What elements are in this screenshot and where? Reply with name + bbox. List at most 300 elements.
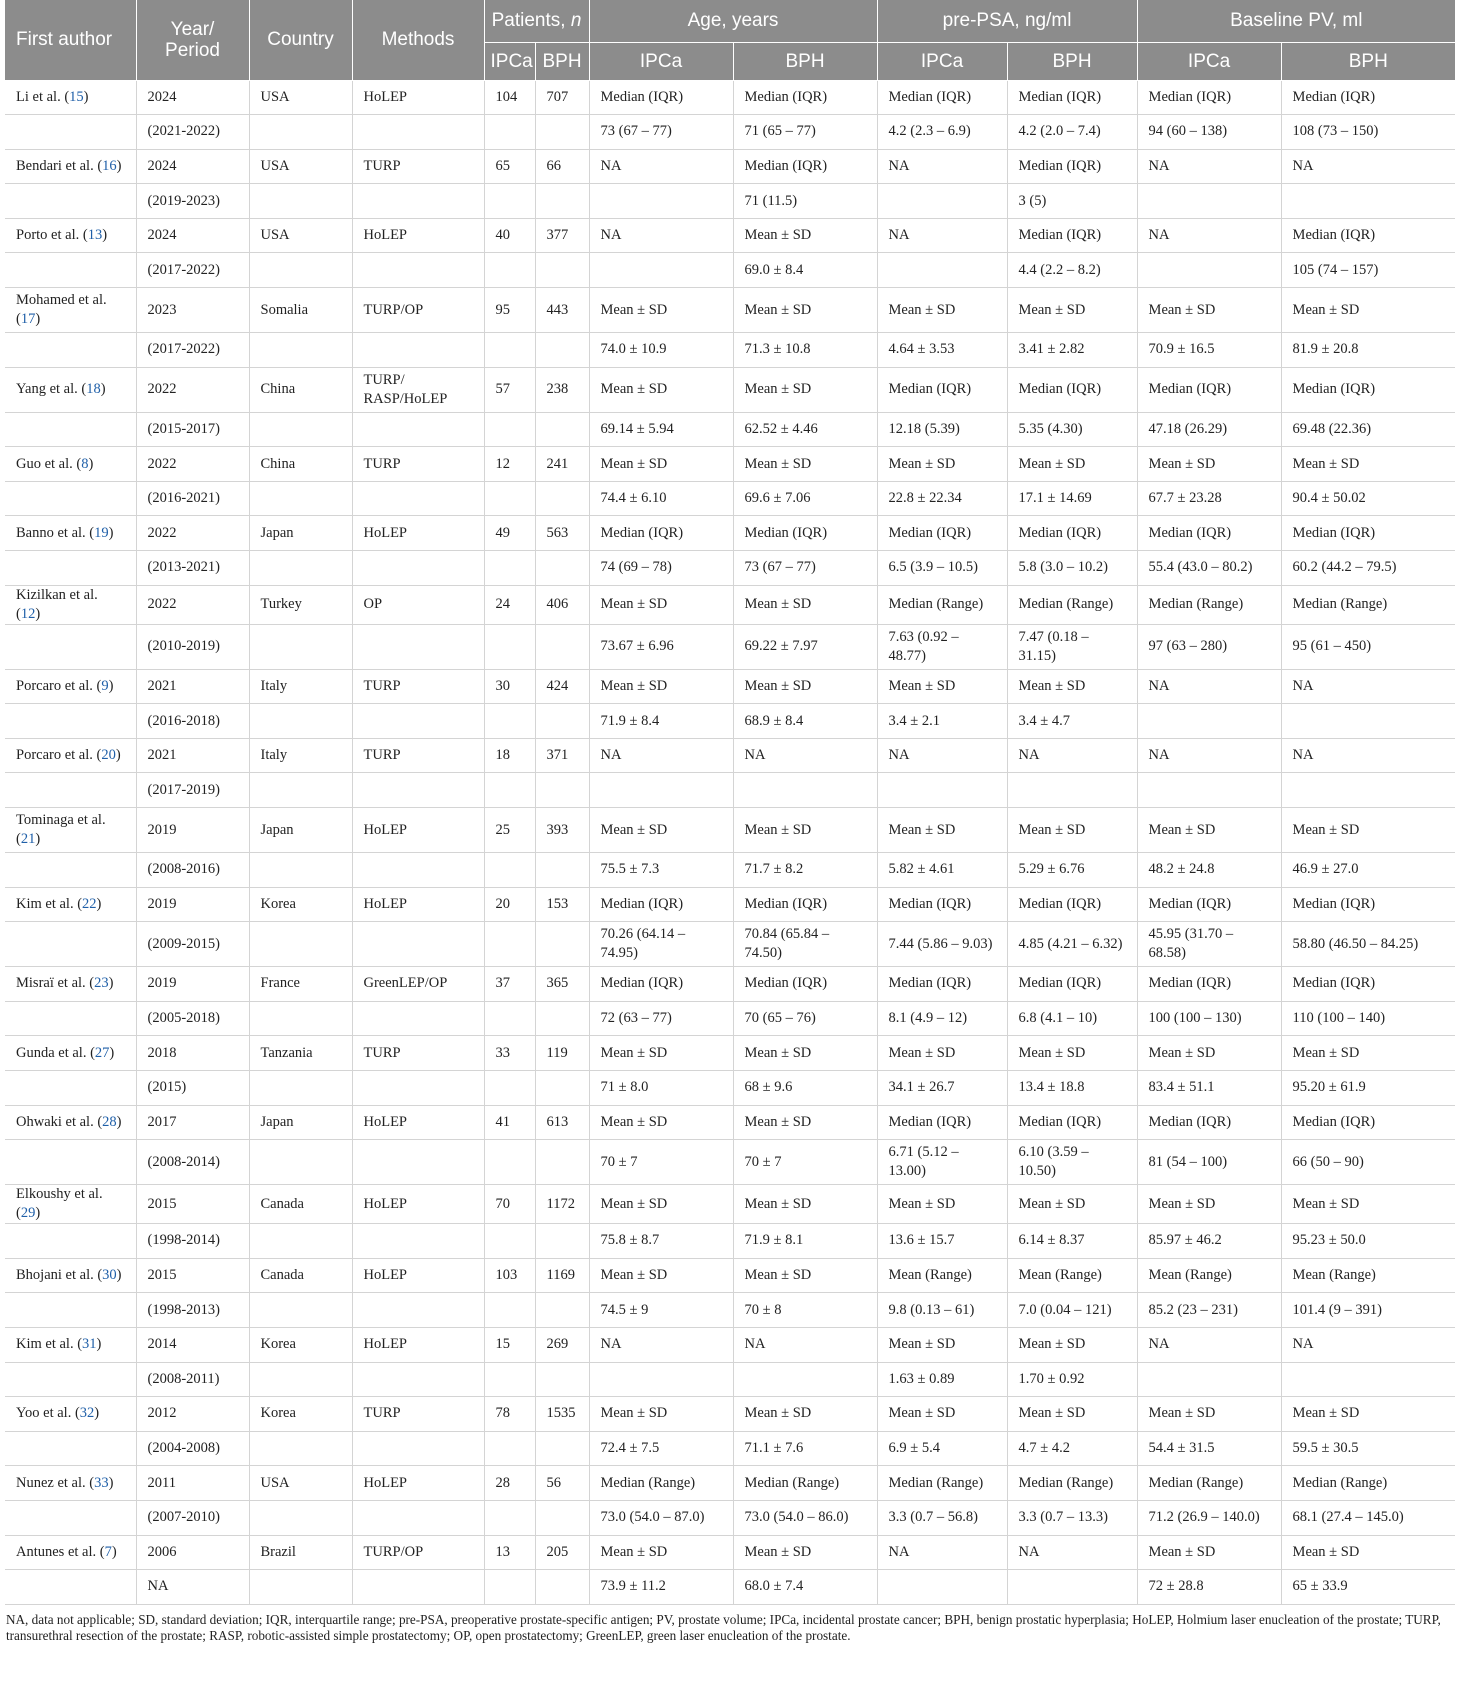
psa-bph-value-cell: 5.29 ± 6.76 <box>1007 853 1137 888</box>
pv-ipca-stat-cell: Mean ± SD <box>1137 808 1281 853</box>
pv-ipca-stat-cell: NA <box>1137 669 1281 704</box>
age-ipca-stat-cell: Mean ± SD <box>589 1397 733 1432</box>
psa-ipca-stat-cell: Mean (Range) <box>877 1258 1007 1293</box>
table-row <box>5 1036 1455 1071</box>
patients-bph-cell: 238 <box>535 367 589 412</box>
reference-link[interactable]: 33 <box>94 1474 109 1491</box>
country-cell-empty <box>249 1570 352 1605</box>
patients-ipca-cell: 25 <box>484 808 535 853</box>
age-bph-stat-cell: Mean ± SD <box>733 447 877 482</box>
country-cell-empty <box>249 1500 352 1535</box>
psa-ipca-value-cell <box>877 773 1007 808</box>
reference-close-paren: ) <box>108 677 114 694</box>
patients-bph-cell: 371 <box>535 738 589 773</box>
psa-bph-value-cell: 5.35 (4.30) <box>1007 412 1137 447</box>
method-cell-empty <box>352 412 484 447</box>
author-cell <box>5 149 136 184</box>
method-cell: HoLEP <box>352 1185 484 1224</box>
psa-ipca-value-cell: 6.9 ± 5.4 <box>877 1431 1007 1466</box>
table-row <box>5 1140 1455 1185</box>
reference-close-paren: ) <box>108 524 114 541</box>
year-cell: 2014 <box>136 1327 249 1362</box>
patients-bph-cell: 119 <box>535 1036 589 1071</box>
country-cell: USA <box>249 1466 352 1501</box>
psa-bph-value-cell: 17.1 ± 14.69 <box>1007 481 1137 516</box>
reference-link[interactable]: 8 <box>81 455 89 472</box>
pv-bph-value-cell: 69.48 (22.36) <box>1281 412 1455 447</box>
reference-link[interactable]: 19 <box>94 524 109 541</box>
period-cell: (2013-2021) <box>136 551 249 586</box>
age-bph-value-cell: 71 (11.5) <box>733 184 877 219</box>
pv-ipca-stat-cell: Mean ± SD <box>1137 288 1281 333</box>
patients-bph-cell: 56 <box>535 1466 589 1501</box>
period-cell: (2009-2015) <box>136 922 249 967</box>
pv-ipca-value-cell: 70.9 ± 16.5 <box>1137 333 1281 368</box>
pv-bph-value-cell: 95 (61 – 450) <box>1281 624 1455 669</box>
patients-ipca-cell: 78 <box>484 1397 535 1432</box>
pv-ipca-stat-cell: Median (IQR) <box>1137 516 1281 551</box>
method-cell: TURP <box>352 149 484 184</box>
table-row <box>5 922 1455 967</box>
pv-ipca-value-cell: 81 (54 – 100) <box>1137 1140 1281 1185</box>
reference-link[interactable]: 12 <box>20 605 36 622</box>
pv-bph-stat-cell: Median (IQR) <box>1281 218 1455 253</box>
method-cell: HoLEP <box>352 218 484 253</box>
country-cell: Korea <box>249 1327 352 1362</box>
reference-link[interactable]: 28 <box>102 1113 117 1130</box>
psa-bph-value-cell: 4.4 (2.2 – 8.2) <box>1007 253 1137 288</box>
author-cell <box>5 367 136 412</box>
method-cell-empty <box>352 1001 484 1036</box>
patients-bph-cell: 377 <box>535 218 589 253</box>
patients-bph-cell-empty <box>535 1431 589 1466</box>
pv-bph-stat-cell: Median (Range) <box>1281 1466 1455 1501</box>
patients-bph-cell: 205 <box>535 1535 589 1570</box>
psa-ipca-stat-cell: Mean ± SD <box>877 1185 1007 1224</box>
period-cell: (2017-2022) <box>136 253 249 288</box>
year-cell: 2015 <box>136 1185 249 1224</box>
header-baseline-pv: Baseline PV, ml <box>1137 0 1455 42</box>
psa-ipca-value-cell: 22.8 ± 22.34 <box>877 481 1007 516</box>
pv-bph-value-cell: 65 ± 33.9 <box>1281 1570 1455 1605</box>
author-cell <box>5 1036 136 1071</box>
author-cell-empty <box>5 624 136 669</box>
country-cell-empty <box>249 412 352 447</box>
psa-bph-stat-cell: Median (IQR) <box>1007 967 1137 1002</box>
subheader-age-bph: BPH <box>733 42 877 80</box>
age-bph-value-cell: 68 ± 9.6 <box>733 1070 877 1105</box>
period-cell: (1998-2013) <box>136 1293 249 1328</box>
author-cell <box>5 967 136 1002</box>
age-bph-value-cell: 71.3 ± 10.8 <box>733 333 877 368</box>
age-bph-stat-cell: Mean ± SD <box>733 1397 877 1432</box>
author-cell-empty <box>5 853 136 888</box>
psa-bph-value-cell: 13.4 ± 18.8 <box>1007 1070 1137 1105</box>
psa-bph-stat-cell: Median (Range) <box>1007 1466 1137 1501</box>
table-row <box>5 551 1455 586</box>
psa-bph-stat-cell: Median (IQR) <box>1007 367 1137 412</box>
pv-bph-value-cell: 90.4 ± 50.02 <box>1281 481 1455 516</box>
patients-bph-cell-empty <box>535 1362 589 1397</box>
table-row <box>5 967 1455 1002</box>
reference-close-paren: ) <box>35 311 41 328</box>
author-cell <box>5 669 136 704</box>
author-cell-empty <box>5 1070 136 1105</box>
author-cell-empty <box>5 1140 136 1185</box>
country-cell-empty <box>249 551 352 586</box>
reference-close-paren: ) <box>116 1113 122 1130</box>
psa-ipca-value-cell: 6.71 (5.12 – 13.00) <box>877 1140 1007 1185</box>
age-ipca-value-cell: 70 ± 7 <box>589 1140 733 1185</box>
pv-ipca-value-cell <box>1137 773 1281 808</box>
age-ipca-value-cell: 73.9 ± 11.2 <box>589 1570 733 1605</box>
psa-ipca-stat-cell: NA <box>877 738 1007 773</box>
psa-bph-stat-cell: Mean ± SD <box>1007 1397 1137 1432</box>
age-ipca-value-cell: 75.5 ± 7.3 <box>589 853 733 888</box>
patients-ipca-cell: 49 <box>484 516 535 551</box>
psa-bph-stat-cell: Median (IQR) <box>1007 516 1137 551</box>
country-cell: Japan <box>249 808 352 853</box>
header-pre-psa: pre-PSA, ng/ml <box>877 0 1137 42</box>
year-cell: 2019 <box>136 808 249 853</box>
patients-bph-cell-empty <box>535 551 589 586</box>
pv-bph-value-cell: 81.9 ± 20.8 <box>1281 333 1455 368</box>
age-bph-value-cell: 71 (65 – 77) <box>733 115 877 150</box>
pv-bph-value-cell <box>1281 1362 1455 1397</box>
table-body <box>5 80 1455 1604</box>
author-cell-empty <box>5 333 136 368</box>
country-cell-empty <box>249 1140 352 1185</box>
country-cell-empty <box>249 115 352 150</box>
reference-link[interactable]: 22 <box>82 895 97 912</box>
method-cell: HoLEP <box>352 1105 484 1140</box>
patients-ipca-cell-empty <box>484 922 535 967</box>
reference-close-paren: ) <box>94 1405 100 1422</box>
age-bph-value-cell: 71.7 ± 8.2 <box>733 853 877 888</box>
psa-bph-value-cell: 7.47 (0.18 – 31.15) <box>1007 624 1137 669</box>
age-ipca-stat-cell: Mean ± SD <box>589 447 733 482</box>
pv-bph-value-cell <box>1281 704 1455 739</box>
age-ipca-value-cell: 74.0 ± 10.9 <box>589 333 733 368</box>
pv-ipca-value-cell: 54.4 ± 31.5 <box>1137 1431 1281 1466</box>
psa-bph-value-cell: 3.3 (0.7 – 13.3) <box>1007 1500 1137 1535</box>
age-bph-value-cell: 71.1 ± 7.6 <box>733 1431 877 1466</box>
psa-ipca-value-cell <box>877 1570 1007 1605</box>
author-name: Kim et al. ( <box>16 895 83 912</box>
pv-ipca-stat-cell: Median (IQR) <box>1137 367 1281 412</box>
psa-ipca-stat-cell: Median (IQR) <box>877 367 1007 412</box>
author-cell-empty <box>5 115 136 150</box>
psa-bph-value-cell: 3.4 ± 4.7 <box>1007 704 1137 739</box>
reference-close-paren: ) <box>109 1044 115 1061</box>
pv-ipca-stat-cell: Mean ± SD <box>1137 447 1281 482</box>
psa-ipca-value-cell <box>877 253 1007 288</box>
pv-bph-value-cell: 46.9 ± 27.0 <box>1281 853 1455 888</box>
author-cell-empty <box>5 1001 136 1036</box>
year-cell: 2024 <box>136 149 249 184</box>
method-cell-empty <box>352 1500 484 1535</box>
patients-ipca-cell-empty <box>484 333 535 368</box>
country-cell: USA <box>249 80 352 115</box>
table-row <box>5 1185 1455 1224</box>
patients-bph-cell: 1535 <box>535 1397 589 1432</box>
age-bph-value-cell: 70 ± 8 <box>733 1293 877 1328</box>
patients-ipca-cell-empty <box>484 1570 535 1605</box>
country-cell-empty <box>249 481 352 516</box>
psa-bph-value-cell: 3.41 ± 2.82 <box>1007 333 1137 368</box>
patients-ipca-cell-empty <box>484 1500 535 1535</box>
age-bph-stat-cell: NA <box>733 1327 877 1362</box>
pv-bph-stat-cell: Median (IQR) <box>1281 367 1455 412</box>
pv-ipca-stat-cell: Median (IQR) <box>1137 80 1281 115</box>
method-cell: HoLEP <box>352 1258 484 1293</box>
method-cell-empty <box>352 1140 484 1185</box>
age-ipca-value-cell: 71.9 ± 8.4 <box>589 704 733 739</box>
subheader-patients-bph: BPH <box>535 42 589 80</box>
psa-ipca-stat-cell: Mean ± SD <box>877 1036 1007 1071</box>
age-ipca-stat-cell: NA <box>589 738 733 773</box>
age-bph-value-cell: 73.0 (54.0 – 86.0) <box>733 1500 877 1535</box>
age-ipca-stat-cell: NA <box>589 1327 733 1362</box>
reference-link[interactable]: 21 <box>20 831 36 847</box>
age-ipca-value-cell: 70.26 (64.14 – 74.95) <box>589 922 733 967</box>
pv-ipca-stat-cell: Mean ± SD <box>1137 1036 1281 1071</box>
patients-bph-cell: 153 <box>535 887 589 922</box>
patients-ipca-cell: 37 <box>484 967 535 1002</box>
author-cell <box>5 80 136 115</box>
period-cell: (2016-2018) <box>136 704 249 739</box>
author-cell-empty <box>5 481 136 516</box>
psa-bph-stat-cell: Mean ± SD <box>1007 808 1137 853</box>
patients-ipca-cell: 40 <box>484 218 535 253</box>
pv-bph-stat-cell: Mean (Range) <box>1281 1258 1455 1293</box>
pv-ipca-value-cell <box>1137 704 1281 739</box>
method-cell: TURP <box>352 1036 484 1071</box>
patients-ipca-cell: 95 <box>484 288 535 333</box>
age-bph-value-cell: 68.9 ± 8.4 <box>733 704 877 739</box>
psa-ipca-stat-cell: Median (IQR) <box>877 80 1007 115</box>
table-row <box>5 80 1455 115</box>
psa-bph-stat-cell: Mean ± SD <box>1007 1327 1137 1362</box>
author-cell-empty <box>5 412 136 447</box>
table-row <box>5 253 1455 288</box>
pv-bph-stat-cell: NA <box>1281 149 1455 184</box>
patients-bph-cell-empty <box>535 922 589 967</box>
country-cell: Japan <box>249 516 352 551</box>
patients-bph-cell-empty <box>535 773 589 808</box>
author-cell-empty <box>5 1431 136 1466</box>
reference-link[interactable]: 7 <box>104 1543 112 1560</box>
author-cell <box>5 288 136 333</box>
age-bph-stat-cell: Median (IQR) <box>733 80 877 115</box>
age-bph-stat-cell: Mean ± SD <box>733 1105 877 1140</box>
psa-bph-stat-cell: NA <box>1007 1535 1137 1570</box>
age-ipca-stat-cell: Mean ± SD <box>589 1036 733 1071</box>
table-row <box>5 1001 1455 1036</box>
reference-link[interactable]: 29 <box>20 1205 36 1222</box>
psa-bph-value-cell: 7.0 (0.04 – 121) <box>1007 1293 1137 1328</box>
psa-ipca-value-cell: 12.18 (5.39) <box>877 412 1007 447</box>
age-bph-value-cell: 62.52 ± 4.46 <box>733 412 877 447</box>
psa-ipca-stat-cell: Median (Range) <box>877 585 1007 624</box>
patients-bph-cell: 406 <box>535 585 589 624</box>
reference-link[interactable]: 9 <box>101 677 109 694</box>
year-cell: 2024 <box>136 218 249 253</box>
method-cell-empty <box>352 333 484 368</box>
reference-link[interactable]: 27 <box>94 1044 110 1061</box>
pv-bph-value-cell: 66 (50 – 90) <box>1281 1140 1455 1185</box>
age-ipca-value-cell <box>589 1362 733 1397</box>
psa-bph-stat-cell: Mean (Range) <box>1007 1258 1137 1293</box>
age-ipca-stat-cell: Mean ± SD <box>589 808 733 853</box>
author-name: Bhojani et al. ( <box>16 1267 103 1284</box>
country-cell-empty <box>249 184 352 219</box>
age-ipca-value-cell <box>589 773 733 808</box>
patients-ipca-cell: 20 <box>484 887 535 922</box>
author-name: Bendari et al. ( <box>16 157 103 174</box>
age-bph-stat-cell: NA <box>733 738 877 773</box>
reference-link[interactable]: 13 <box>87 227 103 244</box>
table-row <box>5 1327 1455 1362</box>
pv-bph-value-cell: 68.1 (27.4 – 145.0) <box>1281 1500 1455 1535</box>
reference-link[interactable]: 23 <box>94 975 109 992</box>
pv-ipca-value-cell: 45.95 (31.70 – 68.58) <box>1137 922 1281 967</box>
patients-ipca-cell-empty <box>484 853 535 888</box>
country-cell: Brazil <box>249 1535 352 1570</box>
period-cell: NA <box>136 1570 249 1605</box>
reference-link[interactable]: 17 <box>20 311 36 328</box>
age-bph-stat-cell: Median (IQR) <box>733 967 877 1002</box>
reference-link[interactable]: 20 <box>101 747 116 764</box>
method-cell: TURP/OP <box>352 1535 484 1570</box>
author-cell-empty <box>5 1570 136 1605</box>
age-bph-value-cell: 71.9 ± 8.1 <box>733 1224 877 1259</box>
table-row <box>5 1258 1455 1293</box>
psa-bph-value-cell: 3 (5) <box>1007 184 1137 219</box>
age-bph-stat-cell: Median (IQR) <box>733 516 877 551</box>
reference-link[interactable]: 15 <box>69 88 84 105</box>
patients-bph-cell-empty <box>535 624 589 669</box>
year-cell: 2019 <box>136 887 249 922</box>
pv-bph-value-cell: 95.20 ± 61.9 <box>1281 1070 1455 1105</box>
patients-ipca-cell: 65 <box>484 149 535 184</box>
author-name: Porcaro et al. ( <box>16 747 102 764</box>
patients-bph-cell-empty <box>535 853 589 888</box>
pv-ipca-value-cell <box>1137 1362 1281 1397</box>
age-bph-value-cell: 70.84 (65.84 – 74.50) <box>733 922 877 967</box>
age-ipca-stat-cell: Median (IQR) <box>589 967 733 1002</box>
author-cell <box>5 1535 136 1570</box>
age-ipca-stat-cell: Median (IQR) <box>589 80 733 115</box>
country-cell-empty <box>249 922 352 967</box>
author-cell <box>5 1185 136 1224</box>
method-cell: TURP <box>352 738 484 773</box>
reference-link[interactable]: 32 <box>79 1405 95 1422</box>
age-bph-stat-cell: Median (Range) <box>733 1466 877 1501</box>
age-ipca-value-cell: 71 ± 8.0 <box>589 1070 733 1105</box>
patients-bph-cell: 269 <box>535 1327 589 1362</box>
pv-bph-stat-cell: Mean ± SD <box>1281 1535 1455 1570</box>
age-ipca-stat-cell: Median (Range) <box>589 1466 733 1501</box>
patients-ipca-cell: 57 <box>484 367 535 412</box>
year-cell: 2019 <box>136 967 249 1002</box>
table-row <box>5 516 1455 551</box>
period-cell: (2005-2018) <box>136 1001 249 1036</box>
patients-bph-cell-empty <box>535 1224 589 1259</box>
author-cell <box>5 1105 136 1140</box>
pv-bph-stat-cell: Median (IQR) <box>1281 1105 1455 1140</box>
country-cell-empty <box>249 704 352 739</box>
pv-ipca-value-cell <box>1137 184 1281 219</box>
country-cell-empty <box>249 624 352 669</box>
pv-ipca-value-cell: 67.7 ± 23.28 <box>1137 481 1281 516</box>
psa-ipca-value-cell: 3.4 ± 2.1 <box>877 704 1007 739</box>
age-bph-stat-cell: Mean ± SD <box>733 585 877 624</box>
author-name: Kizilkan et al. ( <box>16 586 98 622</box>
psa-bph-stat-cell: Median (IQR) <box>1007 149 1137 184</box>
period-cell: (2017-2019) <box>136 773 249 808</box>
patients-bph-cell: 563 <box>535 516 589 551</box>
patients-ipca-cell-empty <box>484 1001 535 1036</box>
country-cell: China <box>249 367 352 412</box>
patients-bph-cell: 443 <box>535 288 589 333</box>
pv-bph-stat-cell: NA <box>1281 669 1455 704</box>
table-row <box>5 1500 1455 1535</box>
reference-close-paren: ) <box>100 381 106 398</box>
age-ipca-stat-cell: NA <box>589 149 733 184</box>
table-row <box>5 367 1455 412</box>
patients-ipca-cell-empty <box>484 773 535 808</box>
reference-link[interactable]: 16 <box>102 157 117 174</box>
patients-bph-cell: 241 <box>535 447 589 482</box>
psa-bph-stat-cell: Mean ± SD <box>1007 669 1137 704</box>
table-row <box>5 115 1455 150</box>
psa-bph-value-cell: 4.7 ± 4.2 <box>1007 1431 1137 1466</box>
psa-bph-stat-cell: Mean ± SD <box>1007 288 1137 333</box>
psa-bph-value-cell: 6.8 (4.1 – 10) <box>1007 1001 1137 1036</box>
country-cell: Turkey <box>249 585 352 624</box>
pv-ipca-stat-cell: Median (Range) <box>1137 585 1281 624</box>
patients-bph-cell-empty <box>535 412 589 447</box>
patients-bph-cell: 365 <box>535 967 589 1002</box>
patients-ipca-cell-empty <box>484 253 535 288</box>
psa-ipca-stat-cell: Mean ± SD <box>877 288 1007 333</box>
psa-ipca-value-cell: 7.63 (0.92 – 48.77) <box>877 624 1007 669</box>
period-cell: (2015) <box>136 1070 249 1105</box>
period-cell: (2007-2010) <box>136 1500 249 1535</box>
country-cell: Italy <box>249 669 352 704</box>
method-cell-empty <box>352 922 484 967</box>
table-row <box>5 184 1455 219</box>
country-cell: Japan <box>249 1105 352 1140</box>
pv-bph-value-cell <box>1281 773 1455 808</box>
pv-bph-stat-cell: Mean ± SD <box>1281 1036 1455 1071</box>
reference-link[interactable]: 18 <box>86 381 101 398</box>
reference-link[interactable]: 30 <box>102 1267 117 1284</box>
psa-bph-stat-cell: Mean ± SD <box>1007 1185 1137 1224</box>
author-cell <box>5 738 136 773</box>
reference-link[interactable]: 31 <box>82 1336 97 1353</box>
table-row <box>5 1535 1455 1570</box>
pv-ipca-stat-cell: Median (IQR) <box>1137 967 1281 1002</box>
age-bph-stat-cell: Mean ± SD <box>733 669 877 704</box>
patients-bph-cell-empty <box>535 333 589 368</box>
age-ipca-value-cell: 72 (63 – 77) <box>589 1001 733 1036</box>
patients-ipca-cell: 24 <box>484 585 535 624</box>
patients-ipca-cell-empty <box>484 1140 535 1185</box>
psa-bph-value-cell: 6.10 (3.59 – 10.50) <box>1007 1140 1137 1185</box>
pv-bph-stat-cell: Mean ± SD <box>1281 1397 1455 1432</box>
